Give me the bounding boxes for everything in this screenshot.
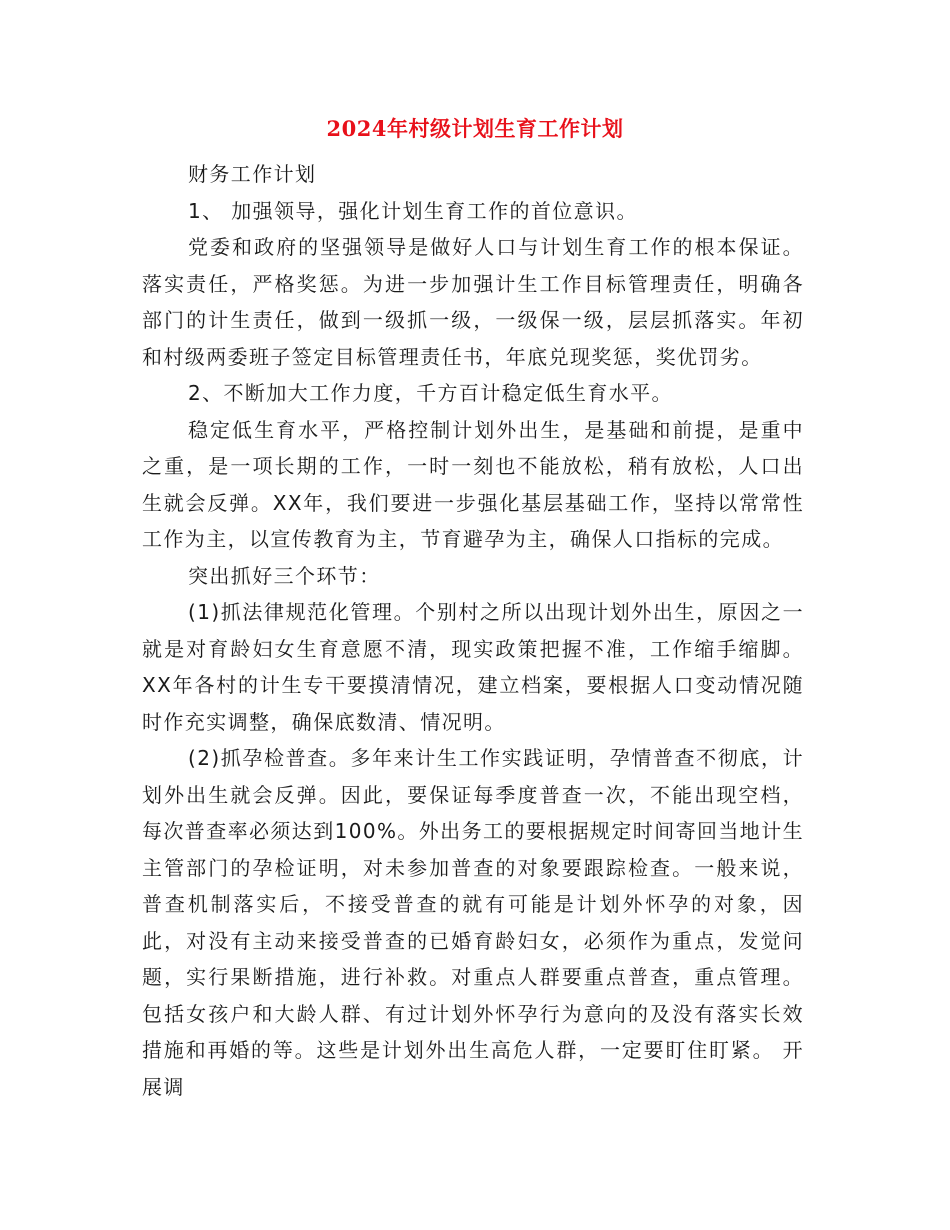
paragraph-section-1-heading: 1、 加强领导，强化计划生育工作的首位意识。 <box>188 198 638 223</box>
paragraph-stabilize-birth-rate: 稳定低生育水平，严格控制计划外出生，是基础和前提，是重中之重，是一项长期的工作，一时一刻也不能放松，稍有放松，人口出生就会反弹。XX年，我们要进一步强化基层基础工作，坚持以常常性工作为主，以宣传教育为主，节育避孕为主，确保人口指标的完成。 <box>142 417 804 551</box>
paragraph-heading-finance-plan: 财务工作计划 <box>188 162 317 186</box>
paragraph-leadership: 党委和政府的坚强领导是做好人口与计划生育工作的根本保证。落实责任，严格奖惩。为进一步加强计生工作目标管理责任，明确各部门的计生责任，做到一级抓一级，一级保一级，层层抓落实。年初和村级两委班子签定目标管理责任书，年底兑现奖惩，奖优罚劣。 <box>142 235 804 369</box>
paragraph-three-links: 突出抓好三个环节： <box>188 563 381 588</box>
paragraph-item-2-pregnancy-check: (2)抓孕检普查。多年来计生工作实践证明，孕情普查不彻底，计划外出生就会反弹。因此，要保证每季度普查一次，不能出现空档，每次普查率必须达到100%。外出务工的要根据规定时间寄回当地计生主管部门的孕检证明，对未参加普查的对象要跟踪检查。一般来说，普查机制落实后，不接受普查的就有可能是计划外怀孕的对象，因此，对没有主动来接受普查的已婚育龄妇女，必须作为重点，发觉问题，实行果断措施，进行补救。对重点人群要重点普查，重点管理。包括女孩户和大龄人群、有过计划外怀孕行为意向的及没有落实长效措施和再婚的等。这些是计划外出生高危人群，一定要盯住盯紧。 开展调 <box>142 746 804 1099</box>
document-title: 2024年村级计划生育工作计划 <box>326 116 624 141</box>
document-body <box>142 156 804 1105</box>
paragraph-item-1-legal-management: (1)抓法律规范化管理。个别村之所以出现计划外出生，原因之一就是对育龄妇女生育意愿不清，现实政策把握不准，工作缩手缩脚。XX年各村的计生专干要摸清情况，建立档案，要根据人口变动情况随时作充实调整，确保底数清、情况明。 <box>142 600 804 734</box>
paragraph-section-2-heading: 2、不断加大工作力度，千方百计稳定低生育水平。 <box>188 381 673 405</box>
